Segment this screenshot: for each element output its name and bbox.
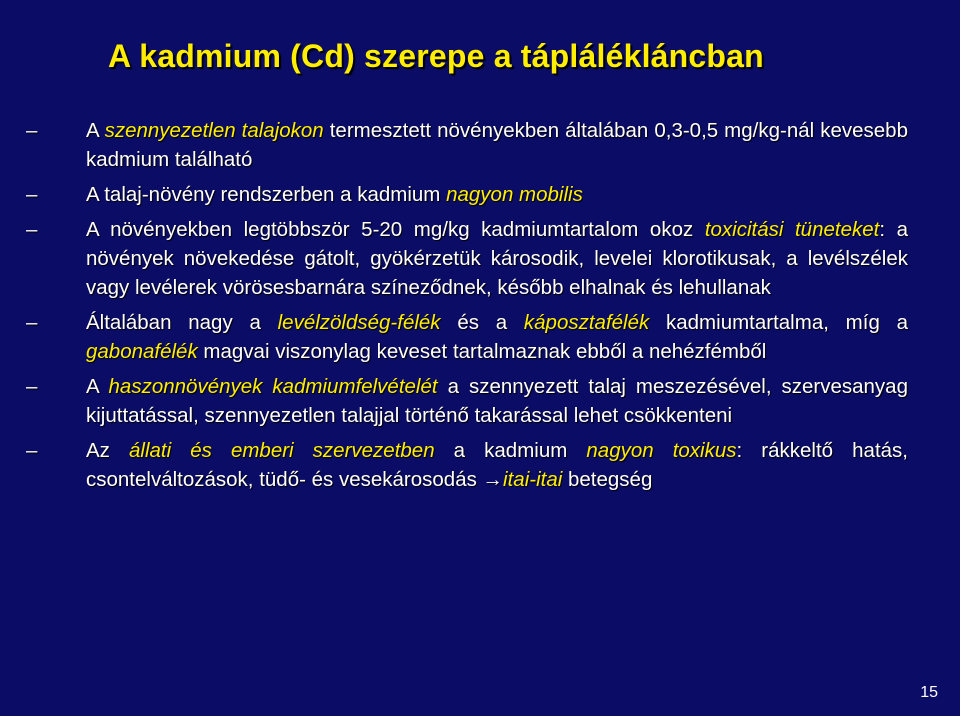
bullet-text: A bbox=[86, 119, 105, 142]
bullet-text: termesztett növényekben általában 0,3-0,5 mg/kg-nál kevesebb kadmium található bbox=[86, 119, 908, 171]
bullet-text: a kadmium bbox=[434, 439, 587, 462]
arrow-icon: → bbox=[482, 468, 504, 491]
highlighted-text: állati és emberi szervezetben bbox=[129, 439, 435, 462]
bullet-dash-icon: – bbox=[26, 218, 38, 241]
bullet-text: : a növények növekedése gátolt, gyökérzetük károsodik, levelei klorotikusak, a levélszélek vagy levélerek vörösesbarnára színeződnek, később elhalnak és lehullanak bbox=[86, 218, 908, 299]
bullet-item bbox=[26, 436, 908, 494]
bullet-text: A növényekben legtöbbször 5-20 mg/kg kadmiumtartalom okoz bbox=[86, 218, 705, 241]
highlighted-text: nagyon mobilis bbox=[446, 183, 583, 206]
bullet-item bbox=[26, 308, 908, 366]
page-number: 15 bbox=[920, 684, 938, 701]
bullet-text: és a bbox=[440, 311, 524, 334]
bullet-item bbox=[26, 180, 908, 209]
highlighted-text: haszonnövények kadmiumfelvételét bbox=[108, 375, 438, 398]
bullet-text: A talaj-növény rendszerben a kadmium bbox=[86, 183, 447, 206]
highlighted-text: toxicitási tüneteket bbox=[704, 218, 880, 241]
bullet-list bbox=[26, 116, 908, 500]
bullet-text: kadmiumtartalma, míg a bbox=[649, 311, 908, 334]
bullet-text: : rákkeltő hatás, csontelváltozások, tüdő- és vesekárosodás bbox=[86, 439, 908, 491]
bullet-dash-icon: – bbox=[26, 375, 38, 398]
highlighted-text: gabonafélék bbox=[86, 340, 198, 363]
highlighted-text: levélzöldség-félék bbox=[277, 311, 441, 334]
bullet-text: Általában nagy a bbox=[86, 311, 278, 334]
bullet-item bbox=[26, 372, 908, 430]
bullet-text: betegség bbox=[562, 468, 653, 491]
bullet-text: magvai viszonylag keveset tartalmaznak ebből a nehézfémből bbox=[197, 340, 767, 363]
bullet-text: A bbox=[86, 375, 109, 398]
highlighted-text: káposztafélék bbox=[523, 311, 650, 334]
highlighted-text: itai-itai bbox=[503, 468, 563, 491]
bullet-dash-icon: – bbox=[26, 439, 38, 462]
bullet-dash-icon: – bbox=[26, 311, 38, 334]
bullet-dash-icon: – bbox=[26, 119, 38, 142]
slide-title: A kadmium (Cd) szerepe a táplálékláncban bbox=[108, 38, 764, 74]
bullet-dash-icon: – bbox=[26, 183, 38, 206]
highlighted-text: nagyon toxikus bbox=[586, 439, 737, 462]
highlighted-text: szennyezetlen talajokon bbox=[104, 119, 324, 142]
bullet-item bbox=[26, 215, 908, 302]
bullet-text: Az bbox=[86, 439, 129, 462]
bullet-item bbox=[26, 116, 908, 174]
bullet-text: a szennyezett talaj meszezésével, szervesanyag kijuttatással, szennyezetlen talajjal történő takarással lehet csökkenteni bbox=[86, 375, 908, 427]
